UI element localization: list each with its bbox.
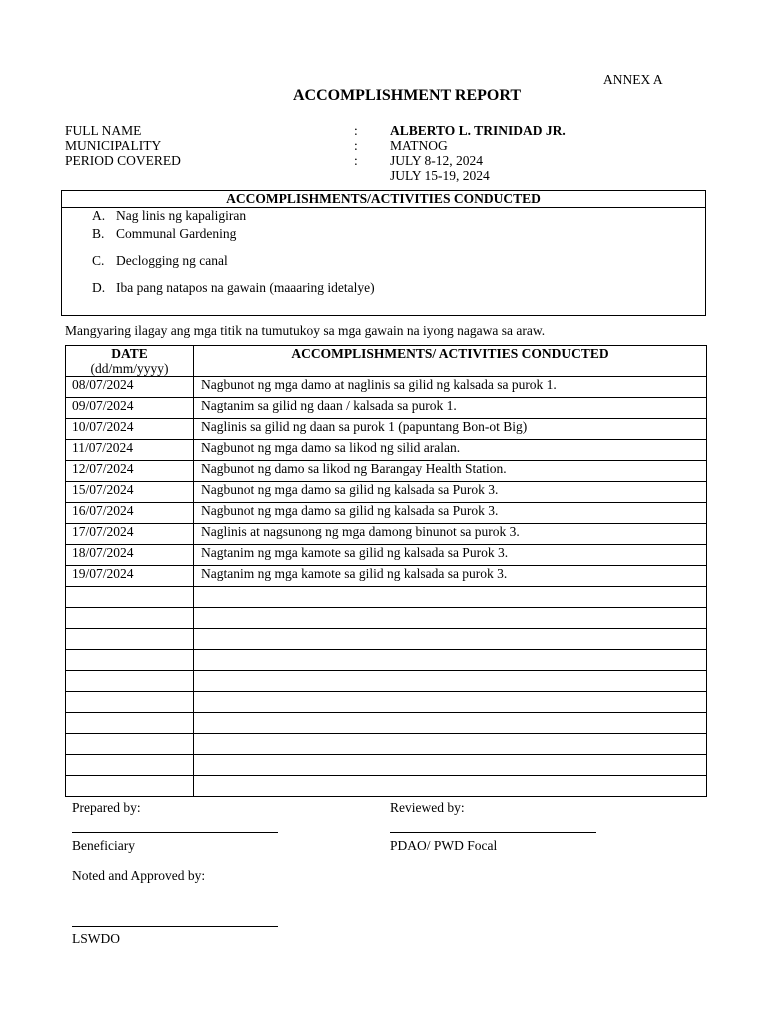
prepared-by-label: Prepared by: (72, 800, 141, 815)
activity-cell: Nagbunot ng damo sa likod ng Barangay Health Station. (194, 461, 707, 482)
table-row (66, 692, 707, 713)
date-cell: 15/07/2024 (66, 482, 194, 503)
noted-approved-label: Noted and Approved by: (72, 868, 206, 883)
date-cell (66, 692, 194, 713)
lswdo-signature-line (72, 926, 278, 927)
date-cell (66, 734, 194, 755)
table-header-row (66, 346, 707, 377)
table-row (66, 713, 707, 734)
table-row (66, 461, 707, 482)
table-row (66, 608, 707, 629)
period-value-1: JULY 8-12, 2024 (390, 153, 484, 168)
reviewed-by-label: Reviewed by: (390, 800, 465, 815)
instruction-text: Mangyaring ilagay ang mga titik na tumutukoy sa mga gawain na iyong nagawa sa araw. (65, 323, 546, 338)
full-name-label: FULL NAME (65, 123, 142, 138)
activity-option: Communal Gardening (116, 226, 237, 241)
beneficiary-label: Beneficiary (72, 838, 135, 853)
activity-cell (194, 776, 707, 797)
date-cell: 19/07/2024 (66, 566, 194, 587)
activity-cell: Nagbunot ng mga damo sa likod ng silid aralan. (194, 440, 707, 461)
activity-cell: Nagbunot ng mga damo sa gilid ng kalsada sa Purok 3. (194, 482, 707, 503)
date-column-header (66, 346, 194, 377)
activity-letter: C. (92, 253, 105, 268)
table-row (66, 671, 707, 692)
full-name-value: ALBERTO L. TRINIDAD JR. (390, 123, 566, 138)
activities-box-header: ACCOMPLISHMENTS/ACTIVITIES CONDUCTED (62, 191, 705, 208)
pdao-signature-line (390, 832, 596, 833)
activity-cell: Nagtanim ng mga kamote sa gilid ng kalsada sa purok 3. (194, 566, 707, 587)
table-row (66, 629, 707, 650)
period-value-2: JULY 15-19, 2024 (390, 168, 490, 183)
activity-cell: Nagbunot ng mga damo sa gilid ng kalsada sa Purok 3. (194, 503, 707, 524)
period-label: PERIOD COVERED (65, 153, 181, 168)
table-row (66, 377, 707, 398)
activity-cell (194, 587, 707, 608)
colon-separator: : (354, 123, 358, 138)
municipality-label: MUNICIPALITY (65, 138, 162, 153)
activity-column-header: ACCOMPLISHMENTS/ ACTIVITIES CONDUCTED (194, 346, 707, 377)
table-row (66, 524, 707, 545)
date-cell: 16/07/2024 (66, 503, 194, 524)
table-row (66, 650, 707, 671)
activity-cell (194, 671, 707, 692)
table-row (66, 566, 707, 587)
page-title: ACCOMPLISHMENT REPORT (292, 87, 522, 104)
activity-letter: D. (92, 280, 106, 295)
date-header-label: DATE (111, 346, 148, 361)
annex-label: ANNEX A (603, 72, 663, 87)
table-row (66, 419, 707, 440)
activity-cell: Naglinis at nagsunong ng mga damong binunot sa purok 3. (194, 524, 707, 545)
activity-cell (194, 608, 707, 629)
activity-cell (194, 650, 707, 671)
table-row (66, 503, 707, 524)
activity-cell (194, 713, 707, 734)
colon-separator: : (354, 153, 358, 168)
activity-cell: Nagtanim ng mga kamote sa gilid ng kalsada sa Purok 3. (194, 545, 707, 566)
activity-letter: B. (92, 226, 105, 241)
activities-box (61, 190, 706, 316)
activity-option: Declogging ng canal (116, 253, 228, 268)
activity-cell: Nagbunot ng mga damo at naglinis sa gilid ng kalsada sa purok 1. (194, 377, 707, 398)
date-cell (66, 776, 194, 797)
table-row (66, 398, 707, 419)
date-cell (66, 608, 194, 629)
table-row (66, 545, 707, 566)
colon-separator: : (354, 138, 358, 153)
beneficiary-signature-line (72, 832, 278, 833)
activity-cell: Naglinis sa gilid ng daan sa purok 1 (papuntang Bon-ot Big) (194, 419, 707, 440)
date-cell: 10/07/2024 (66, 419, 194, 440)
table-row (66, 755, 707, 776)
table-row (66, 440, 707, 461)
activity-cell (194, 629, 707, 650)
municipality-value: MATNOG (390, 138, 448, 153)
date-cell (66, 671, 194, 692)
activity-log-table (65, 345, 707, 797)
date-cell: 12/07/2024 (66, 461, 194, 482)
activity-cell: Nagtanim sa gilid ng daan / kalsada sa purok 1. (194, 398, 707, 419)
date-cell: 17/07/2024 (66, 524, 194, 545)
date-cell: 18/07/2024 (66, 545, 194, 566)
table-row (66, 776, 707, 797)
table-row (66, 587, 707, 608)
pdao-label: PDAO/ PWD Focal (390, 838, 498, 853)
date-cell: 09/07/2024 (66, 398, 194, 419)
activity-option: Nag linis ng kapaligiran (116, 208, 247, 223)
date-cell (66, 755, 194, 776)
activity-letter: A. (92, 208, 106, 223)
table-row (66, 734, 707, 755)
activity-cell (194, 692, 707, 713)
date-cell (66, 650, 194, 671)
table-row (66, 482, 707, 503)
lswdo-label: LSWDO (72, 931, 120, 946)
date-format-hint: (dd/mm/yyyy) (90, 361, 169, 376)
date-cell (66, 629, 194, 650)
date-cell (66, 587, 194, 608)
date-cell: 08/07/2024 (66, 377, 194, 398)
activity-option: Iba pang natapos na gawain (maaaring idetalye) (116, 280, 375, 295)
activity-cell (194, 734, 707, 755)
date-cell (66, 713, 194, 734)
activity-cell (194, 755, 707, 776)
date-cell: 11/07/2024 (66, 440, 194, 461)
